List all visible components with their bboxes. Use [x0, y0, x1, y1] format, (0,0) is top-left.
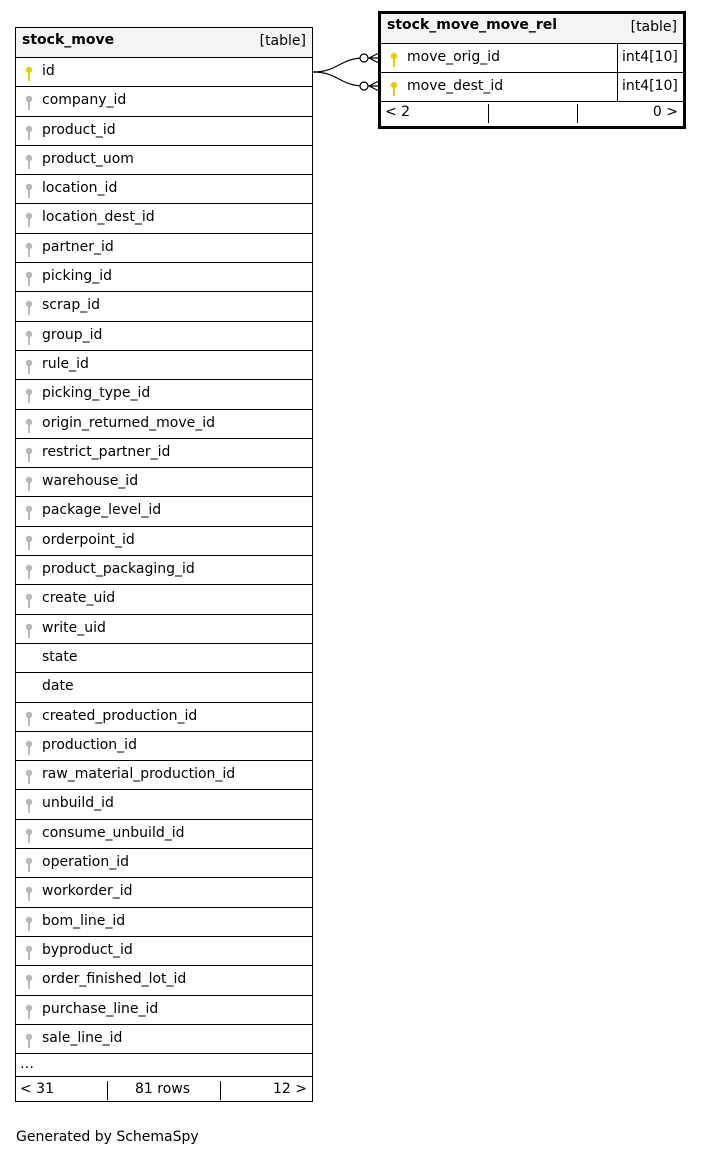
crowfoot-icon [369, 52, 381, 58]
column-name: create_uid [42, 590, 116, 607]
column-name: state [42, 648, 78, 665]
column-name: orderpoint_id [42, 531, 135, 548]
column-name: production_id [42, 736, 137, 753]
fk-link-move-orig [313, 58, 381, 72]
ellipsis-text: … [20, 1056, 34, 1073]
zero-cardinality-icon [360, 82, 368, 90]
column-name: product_uom [42, 150, 134, 167]
column-name: picking_type_id [42, 385, 151, 402]
table-name[interactable]: stock_move_move_rel [387, 17, 558, 33]
fk-link-move-dest [313, 72, 381, 86]
column-name: scrap_id [42, 297, 100, 314]
column-name: restrict_partner_id [42, 443, 171, 460]
parents-count[interactable]: < 31 [20, 1081, 54, 1098]
column-name: move_orig_id [407, 49, 500, 65]
column-name: warehouse_id [42, 473, 139, 490]
column-name: group_id [42, 326, 103, 343]
column-name: raw_material_production_id [42, 766, 236, 783]
row-count: 81 rows [135, 1081, 191, 1098]
column-name: date [42, 678, 74, 695]
column-name: byproduct_id [42, 941, 133, 958]
crowfoot-icon [369, 80, 381, 86]
column-name: move_dest_id [407, 78, 504, 94]
column-name: operation_id [42, 854, 129, 871]
column-type: int4[10] [617, 73, 683, 101]
column-name: location_id [42, 180, 118, 197]
table-kind: [table] [630, 19, 677, 35]
column-name: picking_id [42, 268, 113, 285]
column-name: write_uid [42, 619, 106, 636]
column-name: rule_id [42, 355, 89, 372]
column-name: product_packaging_id [42, 561, 195, 578]
column-name: purchase_line_id [42, 1000, 159, 1017]
table-name[interactable]: stock_move [22, 32, 115, 48]
column-name: consume_unbuild_id [42, 824, 185, 841]
column-name: partner_id [42, 238, 114, 255]
children-count[interactable]: 12 > [273, 1081, 307, 1098]
parents-count[interactable]: < 2 [385, 104, 411, 120]
column-name: created_production_id [42, 707, 198, 724]
table-kind: [table] [259, 33, 306, 49]
column-name: package_level_id [42, 502, 162, 519]
column-name: company_id [42, 92, 127, 109]
generated-by-label: Generated by SchemaSpy [16, 1129, 199, 1145]
crowfoot-icon [369, 86, 381, 92]
column-name: sale_line_id [42, 1029, 123, 1046]
column-name: workorder_id [42, 883, 133, 900]
column-name: unbuild_id [42, 795, 114, 812]
column-name: order_finished_lot_id [42, 971, 187, 988]
children-count[interactable]: 0 > [652, 104, 678, 120]
column-name: product_id [42, 121, 116, 138]
column-name: location_dest_id [42, 209, 155, 226]
column-type: int4[10] [617, 44, 683, 72]
crowfoot-icon [369, 58, 381, 64]
column-name: id [42, 63, 55, 79]
column-name: origin_returned_move_id [42, 414, 216, 431]
zero-cardinality-icon [360, 54, 368, 62]
column-name: bom_line_id [42, 912, 126, 929]
